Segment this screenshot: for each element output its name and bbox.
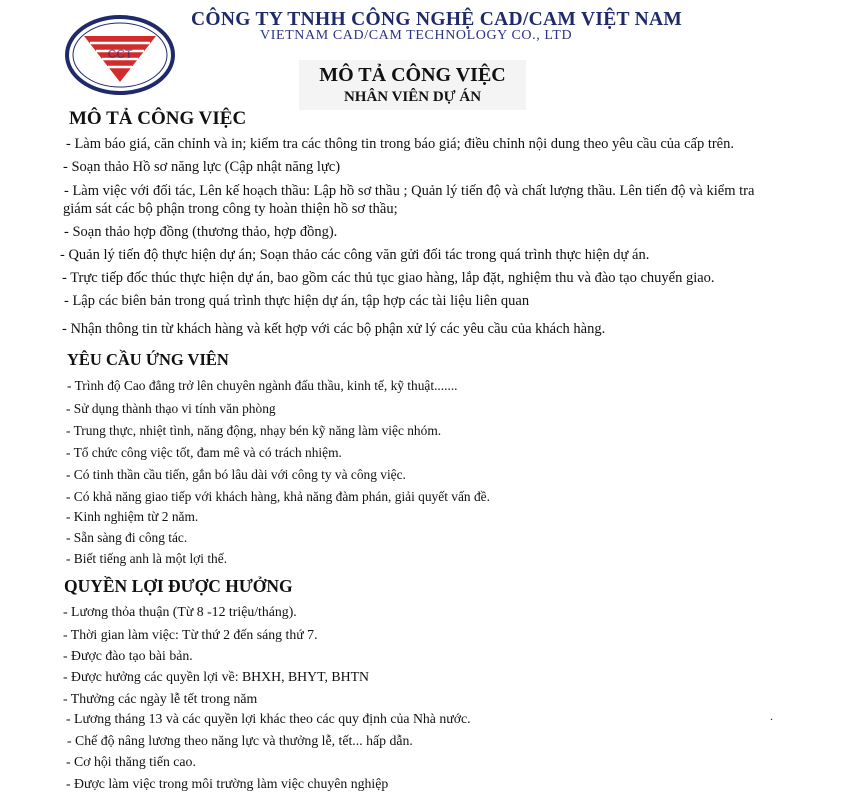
list-item: - Có tinh thần cầu tiến, gắn bó lâu dài với công ty và công việc. [66,467,406,482]
list-item: - Được làm việc trong môi trường làm việc chuyên nghiệp [66,776,389,791]
svg-text:CCT: CCT [107,47,133,61]
list-item: - Làm việc với đối tác, Lên kế hoạch thầu: Lập hồ sơ thầu ; Quản lý tiến độ và chất lượng thầu. Lên tiến độ và kiểm tra [64,183,755,199]
benefits-heading: QUYỀN LỢI ĐƯỢC HƯỞNG [64,576,293,596]
list-item: - Lương tháng 13 và các quyền lợi khác theo các quy định của Nhà nước. [66,711,471,726]
list-item: - Biết tiếng anh là một lợi thế. [66,551,228,566]
list-item: - Cơ hội thăng tiến cao. [66,754,196,769]
company-name: CÔNG TY TNHH CÔNG NGHỆ CAD/CAM VIỆT NAM [191,9,683,30]
document-title: MÔ TẢ CÔNG VIỆC [319,64,506,86]
stray-dot: . [770,709,773,723]
list-item: - Trung thực, nhiệt tình, năng động, nhạy bén kỹ năng làm việc nhóm. [66,423,442,438]
list-item: - Soạn thảo hợp đồng (thương thảo, hợp đồng). [64,224,338,240]
list-item: - Làm báo giá, căn chỉnh và in; kiểm tra các thông tin trong báo giá; điều chỉnh nội dung theo yêu cầu của cấp trên. [66,136,734,152]
list-item: - Nhận thông tin từ khách hàng và kết hợp với các bộ phận xử lý các yêu cầu của khách hàng. [62,321,606,337]
job-description-heading: MÔ TẢ CÔNG VIỆC [69,108,247,129]
list-item: - Được hưởng các quyền lợi về: BHXH, BHYT, BHTN [63,669,369,684]
list-item: - Có khả năng giao tiếp với khách hàng, khả năng đàm phán, giải quyết vấn đề. [66,489,490,504]
company-logo-icon [64,14,176,96]
list-item: - Lập các biên bản trong quá trình thực hiện dự án, tập hợp các tài liệu liên quan [64,293,530,309]
list-item: - Kinh nghiệm từ 2 năm. [66,509,199,524]
company-name-en: VIETNAM CAD/CAM TECHNOLOGY CO., LTD [260,28,573,43]
list-item: - Soạn thảo Hồ sơ năng lực (Cập nhật năng lực) [63,159,341,175]
list-item: - Quản lý tiến độ thực hiện dự án; Soạn thảo các công văn gửi đối tác trong quá trình thực hiện dự án. [60,247,650,263]
list-item: giám sát các bộ phận trong công ty hoàn thiện hồ sơ thầu; [63,201,398,217]
list-item: - Trực tiếp đốc thúc thực hiện dự án, bao gồm các thủ tục giao hàng, lắp đặt, nghiệm thu và đào tạo chuyển giao. [62,270,715,286]
list-item: - Trình độ Cao đẳng trở lên chuyên ngành đấu thầu, kinh tế, kỹ thuật....... [67,378,458,393]
list-item: - Sử dụng thành thạo vi tính văn phòng [66,401,276,416]
list-item: - Thưởng các ngày lễ tết trong năm [63,691,258,706]
list-item: - Lương thỏa thuận (Từ 8 -12 triệu/tháng). [63,604,297,619]
list-item: - Thời gian làm việc: Từ thứ 2 đến sáng thứ 7. [63,627,318,642]
list-item: - Tổ chức công việc tốt, đam mê và có trách nhiệm. [66,445,342,460]
list-item: - Chế độ nâng lương theo năng lực và thưởng lễ, tết... hấp dẫn. [67,733,413,748]
list-item: - Được đào tạo bài bản. [63,648,193,663]
document-title-box [299,60,526,110]
document-subtitle: NHÂN VIÊN DỰ ÁN [343,89,482,105]
requirements-heading: YÊU CẦU ỨNG VIÊN [67,350,229,369]
list-item: - Sẵn sàng đi công tác. [66,530,188,545]
